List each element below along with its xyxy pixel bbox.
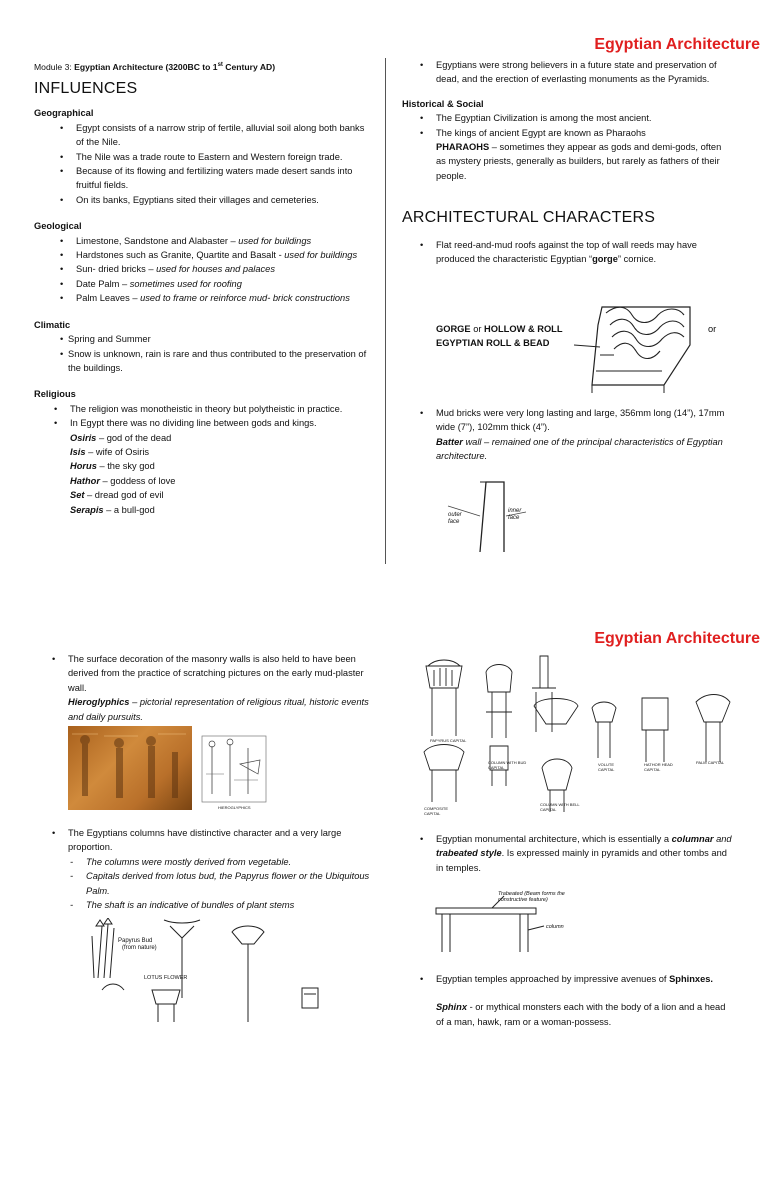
list-item: • On its banks, Egyptians sited their villages and cemeteries. (60, 193, 374, 207)
gorge-cornice-drawing-icon (572, 285, 700, 395)
relief-figures-icon (68, 726, 192, 810)
gorge-or-text: or (708, 324, 717, 334)
papyrus-bud-label: Papyrus Bud (from nature) (118, 938, 157, 951)
module-title: Module 3: Egyptian Architecture (3200BC to 1st Century AD) (34, 61, 276, 72)
list-item: • In Egypt there was no dividing line between gods and kings. (54, 416, 374, 430)
palm-capital-label: PALM CAPITAL (696, 760, 725, 765)
sphinx-text: Sphinx - or mythical monsters each with the body of a lion and a head of a man, hawk, ram or a woman-possess. (436, 1002, 726, 1027)
historical-title: Historical & Social (402, 98, 484, 109)
bell-capital-label: COLUMN WITH BELL CAPITAL (540, 802, 580, 812)
trabeated-label: Trabeated (Beam forms the constructive feature) (498, 891, 565, 903)
architectural-characters-heading: ARCHITECTURAL CHARACTERS (402, 209, 656, 227)
volute-capital-label: VOLUTE CAPITAL (598, 762, 615, 772)
list-item: • The Nile was a trade route to Eastern and Western foreign trade. (60, 150, 374, 164)
god-entry: Horus – the sky god (70, 461, 155, 472)
lotus-flower-label: LOTUS FLOWER (144, 975, 188, 981)
list-item: • Because of its flowing and fertilizing waters made desert sands into fruitful fields. (60, 164, 374, 193)
geological-title: Geological (34, 221, 82, 232)
batter-wall-text: Batter wall – remained one of the principal characteristics of Egyptian architecture. (436, 436, 723, 462)
pharaohs-text: PHARAOHS – sometimes they appear as gods and demi-gods, often as mystery priests, generally as builders, but rarely as fathers of their people. (436, 142, 722, 181)
temples-section (402, 972, 732, 1029)
columns-section (34, 826, 374, 912)
outer-face-label: outer face (448, 512, 462, 525)
page-heading: Egyptian Architecture (594, 36, 760, 53)
monumental-section (402, 832, 732, 875)
egyptian-capitals-drawing-icon (416, 652, 736, 822)
influences-heading: INFLUENCES (34, 80, 138, 97)
list-item: • The religion was monotheistic in theory but polytheistic in practice. (54, 402, 374, 416)
list-item: • The Egyptian Civilization is among the most ancient. (420, 111, 732, 125)
list-item: • The surface decoration of the masonry walls is also held to have been derived from the practice of scratching pictures on the early mud-plaster wall. (52, 652, 374, 695)
list-item: - Capitals derived from lotus bud, the Papyrus flower or the Ubiquitous Palm. (70, 869, 374, 898)
list-item: • Date Palm – sometimes used for roofing (60, 277, 374, 291)
page-heading: Egyptian Architecture (594, 630, 760, 647)
list-item: • Hardstones such as Granite, Quartite and Basalt - used for buildings (60, 248, 374, 262)
hieroglyphics-photo (68, 726, 192, 810)
god-entry: Hathor – goddess of love (70, 475, 176, 486)
right-column (402, 58, 732, 266)
bud-capital-label: COLUMN WITH BUD CAPITAL (488, 760, 527, 770)
god-entry: Isis – wife of Osiris (70, 446, 150, 457)
page-2 (0, 600, 768, 1200)
inner-face-label: inner face (508, 508, 522, 521)
religious-title: Religious (34, 389, 76, 400)
list-item: • Snow is unknown, rain is rare and thus contributed to the preservation of the buildings. (60, 347, 374, 376)
hieroglyphics-drawing-icon (200, 734, 268, 804)
list-item: • Egypt consists of a narrow strip of fertile, alluvial soil along both banks of the Nile. (60, 121, 374, 150)
list-item: • The kings of ancient Egypt are known as Pharaohs (420, 126, 732, 140)
list-item: - The shaft is an indicative of bundles of plant stems (70, 898, 374, 912)
left-column (34, 652, 374, 724)
gorge-label: GORGE or HOLLOW & ROLL EGYPTIAN ROLL & BEAD (436, 324, 563, 349)
list-item: • Sun- dried bricks – used for houses and palaces (60, 262, 374, 276)
climatic-title: Climatic (34, 319, 71, 330)
composite-capital-label: COMPOSITE CAPITAL (424, 806, 449, 816)
gods-list (70, 431, 374, 517)
geographical-title: Geographical (34, 108, 94, 119)
papyrus-capital-label: PAPYRUS CAPITAL (430, 738, 467, 743)
hathor-capital-label: HATHOR HEAD CAPITAL (644, 762, 673, 772)
list-item: • Egyptians were strong believers in a future state and preservation of dead, and the erection of everlasting monuments as the Pyramids. (420, 58, 732, 87)
mud-brick-section (402, 406, 732, 464)
list-item: • Egyptian temples approached by impressive avenues of Sphinxes. (420, 972, 732, 986)
god-entry: Serapis – a bull-god (70, 504, 155, 515)
column-label: column (546, 924, 564, 930)
list-item: • Mud bricks were very long lasting and large, 356mm long (14”), 17mm wide (7”), 102mm thick (4”). (420, 406, 732, 435)
hieroglyphics-text: Hieroglyphics – pictorial representation of religious ritual, historic events and daily pursuits. (68, 697, 369, 722)
list-item: • Limestone, Sandstone and Alabaster – used for buildings (60, 234, 374, 248)
god-entry: Set – dread god of evil (70, 490, 164, 501)
list-item: • Egyptian monumental architecture, which is essentially a columnar and trabeated style. Is expressed mainly in pyramids and other tombs and in temples. (420, 832, 732, 875)
list-item: • The Egyptians columns have distinctive character and a very large proportion. (52, 826, 374, 855)
list-item: - The columns were mostly derived from vegetable. (70, 855, 374, 869)
left-column (34, 82, 374, 517)
list-item: • Palm Leaves – used to frame or reinforce mud- brick constructions (60, 291, 374, 305)
list-item: • Spring and Summer (60, 332, 374, 346)
god-entry: Osiris – god of the dead (70, 432, 172, 443)
column-divider (385, 58, 386, 564)
hieroglyphics-caption: HIEROGLYPHICS (218, 805, 251, 810)
list-item: • Flat reed-and-mud roofs against the top of wall reeds may have produced the characteristic Egyptian “gorge” cornice. (420, 238, 732, 267)
plant-origin-drawings-icon (88, 918, 348, 1024)
